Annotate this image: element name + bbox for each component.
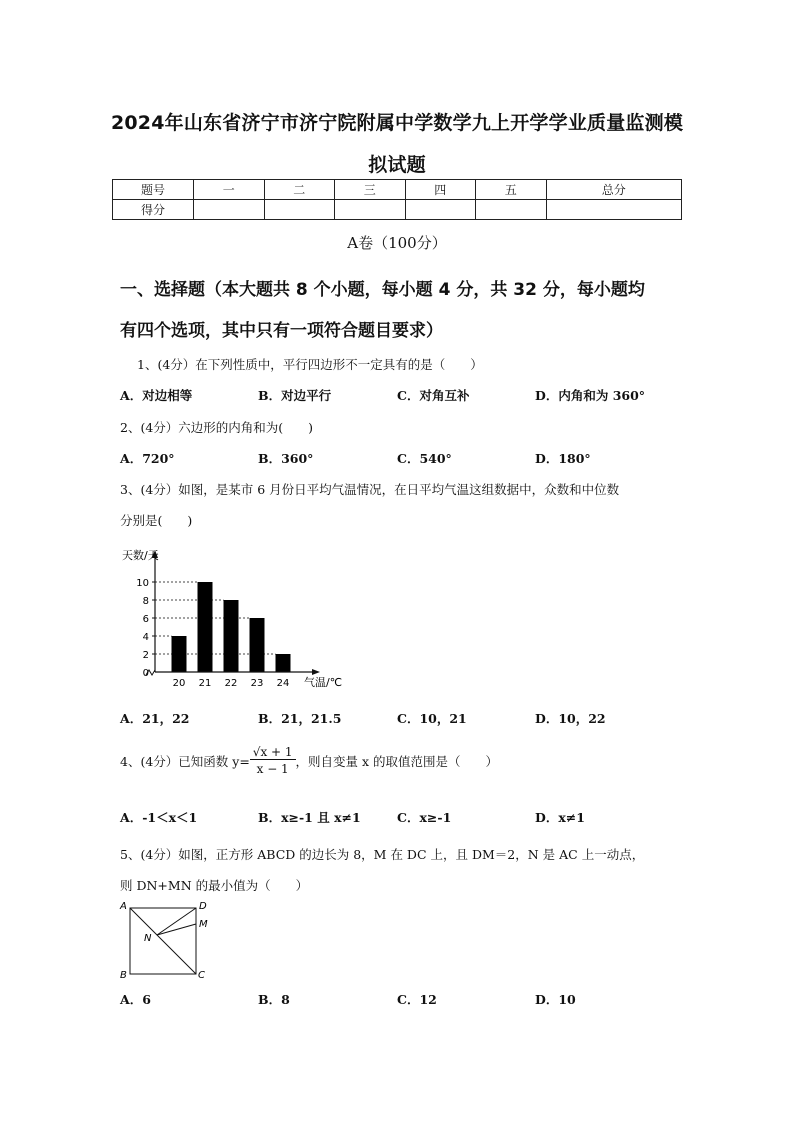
x-tick-label: 21: [198, 678, 212, 689]
x-axis-label: 气温/℃: [304, 676, 343, 689]
score-cell[interactable]: [405, 200, 476, 220]
score-cell[interactable]: [335, 200, 406, 220]
label-m: M: [199, 919, 208, 930]
q2-option-a[interactable]: A．720°: [120, 451, 175, 466]
x-tick-label: 20: [172, 678, 186, 689]
header-cell: 题号: [113, 180, 194, 200]
x-axis-arrow: [312, 669, 320, 675]
q4-suffix: ，则自变量 x 的取值范围是（ ）: [295, 753, 499, 769]
q4-option-d[interactable]: D．x≠1: [535, 810, 585, 825]
q4-option-a[interactable]: A．-1＜x＜1: [120, 810, 198, 825]
header-cell: 总分: [546, 180, 682, 200]
score-cell[interactable]: [194, 200, 265, 220]
y-axis-label: 天数/天: [122, 549, 159, 562]
question-1-text: 1、(4分）在下列性质中，平行四边形不一定具有的是（ ）: [137, 357, 483, 372]
q4-prefix: 4、(4分）已知函数 y=: [120, 753, 250, 769]
q3-option-b[interactable]: B．21，21.5: [258, 711, 342, 726]
header-cell: 二: [264, 180, 335, 200]
score-label-cell: 得分: [113, 200, 194, 220]
q4-denominator: x − 1: [256, 762, 289, 776]
q5-option-c[interactable]: C．12: [397, 992, 437, 1007]
q2-option-b[interactable]: B．360°: [258, 451, 314, 466]
question-4-text: [120, 745, 685, 776]
label-d: D: [199, 901, 207, 912]
x-tick-label: 24: [276, 678, 290, 689]
segment-dn: [157, 908, 196, 935]
page-title-line2: 拟试题: [368, 154, 426, 176]
label-n: N: [144, 933, 152, 944]
section1-heading-line2: 有四个选项，其中只有一项符合题目要求）: [120, 321, 443, 341]
page-title-line1: 2024年山东省济宁市济宁院附属中学数学九上开学学业质量监测模: [110, 112, 684, 134]
bar-23: [250, 618, 265, 672]
bar-22: [224, 600, 239, 672]
q5-option-a[interactable]: A．6: [120, 992, 151, 1007]
q4-option-b[interactable]: B．x≥-1 且 x≠1: [258, 810, 361, 825]
q3-option-d[interactable]: D．10，22: [535, 711, 606, 726]
y-tick-label: 8: [142, 596, 149, 607]
bar-21: [198, 582, 213, 672]
label-a: A: [120, 901, 127, 912]
q1-option-d[interactable]: D．内角和为 360°: [535, 388, 646, 403]
score-table: [112, 179, 682, 220]
question-5-text-line2: 则 DN+MN 的最小值为（ ）: [120, 878, 309, 893]
q2-option-d[interactable]: D．180°: [535, 451, 591, 466]
question-5-text-line1: 5、(4分）如图，正方形 ABCD 的边长为 8，M 在 DC 上，且 DM＝2，N 是 AC 上一动点，: [120, 847, 645, 862]
q3-option-a[interactable]: A．21，22: [120, 711, 190, 726]
score-table-score-row: [113, 200, 682, 220]
question-3-text-line2: 分别是( ): [120, 513, 193, 528]
score-cell[interactable]: [264, 200, 335, 220]
bar-20: [172, 636, 187, 672]
section-a-heading: A卷（100分）: [347, 234, 447, 252]
q4-numerator: √x + 1: [250, 745, 296, 760]
score-cell[interactable]: [546, 200, 682, 220]
q5-option-d[interactable]: D．10: [535, 992, 576, 1007]
header-cell: 一: [194, 180, 265, 200]
question-2-text: 2、(4分）六边形的内角和为( ): [120, 420, 314, 435]
y-tick-label: 10: [136, 578, 149, 589]
y-tick-label: 6: [142, 614, 149, 625]
y-tick-label: 2: [142, 650, 149, 661]
bar-24: [276, 654, 291, 672]
square-abcd-figure: [115, 898, 215, 982]
header-cell: 五: [476, 180, 547, 200]
segment-mn: [157, 924, 196, 935]
question-3-text-line1: 3、(4分）如图，是某市 6 月份日平均气温情况，在日平均气温这组数据中，众数和中位数: [120, 482, 620, 497]
score-cell[interactable]: [476, 200, 547, 220]
label-c: C: [198, 970, 205, 981]
q1-option-a[interactable]: A．对边相等: [120, 388, 193, 403]
section1-heading-line1: 一、选择题（本大题共 8 个小题，每小题 4 分，共 32 分，每小题均: [120, 280, 645, 300]
x-tick-label: 22: [224, 678, 238, 689]
header-cell: 三: [335, 180, 406, 200]
q5-option-b[interactable]: B．8: [258, 992, 290, 1007]
y-tick-label: 4: [142, 632, 149, 643]
q4-option-c[interactable]: C．x≥-1: [397, 810, 452, 825]
label-b: B: [120, 970, 127, 981]
q1-option-b[interactable]: B．对边平行: [258, 388, 332, 403]
q1-option-c[interactable]: C．对角互补: [397, 388, 470, 403]
q3-option-c[interactable]: C．10，21: [397, 711, 467, 726]
score-table-header-row: [113, 180, 682, 200]
x-tick-label: 23: [250, 678, 264, 689]
header-cell: 四: [405, 180, 476, 200]
diagonal-ac: [130, 908, 196, 974]
temperature-bar-chart: [118, 544, 350, 694]
q2-option-c[interactable]: C．540°: [397, 451, 452, 466]
y-tick-label: 0: [142, 668, 149, 679]
q4-fraction: [250, 745, 296, 776]
